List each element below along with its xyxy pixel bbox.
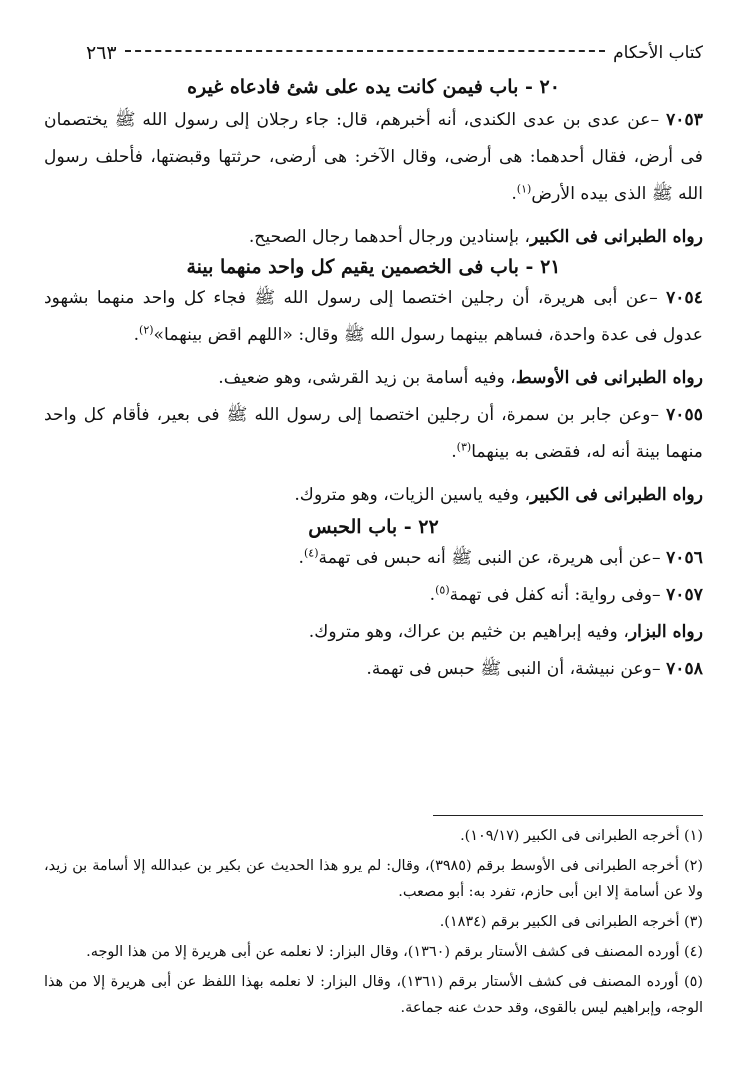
hadith-7058: ٧٠٥٨ –وعن نبيشة، أن النبى ﷺ حبس فى تهمة.	[366, 659, 703, 679]
hadith-7055: ٧٠٥٥ –وعن جابر بن سمرة، أن رجلين اختصما إلى رسول الله ﷺ فى بعير، فأقام كل واحد منهما بينة أنه له، فقضى به بينهما$^{(٣)}$.	[44, 405, 703, 462]
footnote-separator	[433, 815, 703, 816]
source-rest: ، وفيه إبراهيم بن خثيم بن عراك، وهو متروك.	[308, 622, 629, 642]
hadith-end: .	[511, 184, 517, 204]
source-lead: رواه البزار	[628, 622, 703, 642]
hadith-end: .	[298, 548, 304, 568]
main-text	[44, 76, 703, 688]
footnote-4: (٤) أورده المصنف فى كشف الأستار برقم (١٣٦٠)، وقال البزار: لا نعلمه عن أبى هريرة إلا من هذا الوجه.	[86, 944, 703, 960]
hadith-text: وفى رواية: أنه كفل فى تهمة	[449, 585, 652, 605]
hadith-text: عن عدى بن عدى الكندى، أنه أخبرهم، قال: جاء رجلان إلى رسول الله ﷺ يختصمان فى أرض، فقال أحدهما: هى أرضى، وقال الآخر: هى أرضى، حرثتها وقبضتها، فأحلف رسول الله ﷺ الذى بيده الأرض	[44, 110, 703, 204]
hadith-end: .	[429, 585, 436, 605]
page-number: ٢٦٣	[86, 42, 117, 64]
footnote-ref: (٢)	[139, 323, 154, 337]
chapter-heading-22: ٢٢ - باب الحبس	[308, 516, 439, 538]
footnotes	[44, 823, 703, 1025]
chapter-heading-20: ٢٠ - باب فيمن كانت يده على شئ فادعاه غيره	[187, 76, 560, 98]
hadith-number: ٧٠٥٣	[666, 110, 704, 130]
hadith-source	[44, 477, 703, 514]
hadith-number: ٧٠٥٥	[666, 405, 703, 425]
hadith-text: عن أبى هريرة، عن النبى ﷺ أنه حبس فى تهمة	[318, 548, 652, 568]
source-rest: ، وفيه ياسين الزيات، وهو متروك.	[294, 485, 531, 505]
hadith-text: وعن جابر بن سمرة، أن رجلين اختصما إلى رسول الله ﷺ فى بعير، فأقام كل واحد منهما بينة أنه له، فقضى به بينهما	[44, 405, 703, 462]
hadith-7054: ٧٠٥٤ –عن أبى هريرة، أن رجلين اختصما إلى رسول الله ﷺ فجاء كل واحد منهما بشهود عدول فى عدة واحدة، فساهم بينهما رسول الله ﷺ وقال: «اللهم اقض بينهما»$^{(٢)}$.	[44, 288, 703, 345]
hadith-number: ٧٠٥٦	[666, 548, 703, 568]
hadith-7056: ٧٠٥٦ –عن أبى هريرة، عن النبى ﷺ أنه حبس فى تهمة$^{(٤)}$.	[298, 546, 703, 568]
hadith-end: .	[451, 442, 457, 462]
hadith-number: ٧٠٥٤	[666, 288, 703, 308]
chapter-heading-21: ٢١ - باب فى الخصمين يقيم كل واحد منهما بينة	[186, 256, 561, 278]
hadith-7057: ٧٠٥٧ –وفى رواية: أنه كفل فى تهمة$^{(٥)}$.	[429, 583, 703, 605]
hadith-text: عن أبى هريرة، أن رجلين اختصما إلى رسول الله ﷺ فجاء كل واحد منهما بشهود عدول فى عدة واحدة، فساهم بينهما رسول الله ﷺ وقال: «اللهم اقض بينهما»	[44, 288, 703, 345]
hadith-end: .	[366, 659, 372, 679]
footnote-2: (٢) أخرجه الطبرانى فى الأوسط برقم (٣٩٨٥)، وقال: لم يرو هذا الحديث عن بكير بن عبدالله إلا أسامة بن زيد، ولا عن أسامة إلا ابن أبى حازم، تفرد به: أبو مصعب.	[44, 858, 703, 900]
hadith-text: وعن نبيشة، أن النبى ﷺ حبس فى تهمة	[371, 659, 652, 679]
source-lead: رواه الطبرانى فى الكبير	[530, 227, 703, 247]
source-rest: ، وفيه أسامة بن زيد القرشى، وهو ضعيف.	[218, 368, 516, 388]
footnote-5: (٥) أورده المصنف فى كشف الأستار برقم (١٣٦١)، وقال البزار: لا نعلمه بهذا اللفظ عن أبى هريرة إلا من هذا الوجه، وإبراهيم ليس بالقوى، وقد حدث عنه جماعة.	[44, 974, 703, 1016]
footnote-3: (٣) أخرجه الطبرانى فى الكبير برقم (١٨٣٤).	[439, 914, 703, 930]
footnote-ref: (٤)	[304, 546, 319, 560]
footnote-ref: (٥)	[435, 583, 450, 597]
footnote-ref: (١)	[516, 182, 532, 196]
hadith-source	[44, 219, 703, 256]
book-title: كتاب الأحكام	[613, 43, 703, 63]
hadith-number: ٧٠٥٨	[666, 659, 703, 679]
hadith-source	[44, 614, 703, 651]
hadith-7053: ٧٠٥٣ –عن عدى بن عدى الكندى، أنه أخبرهم، قال: جاء رجلان إلى رسول الله ﷺ يختصمان فى أرض، فقال أحدهما: هى أرضى، وقال الآخر: هى أرضى، حرثتها وقبضتها، فأحلف رسول الله ﷺ الذى بيده الأرض$^{(١)}$.	[44, 110, 704, 204]
footnote-1: (١) أخرجه الطبرانى فى الكبير (١٠٩/١٧).	[460, 828, 703, 844]
source-lead: رواه الطبرانى فى الأوسط	[515, 368, 703, 388]
source-lead: رواه الطبرانى فى الكبير	[530, 485, 703, 505]
source-rest: ، بإسنادين ورجال أحدهما رجال الصحيح.	[248, 227, 531, 247]
header-dashed-rule	[125, 50, 606, 52]
hadith-end: .	[133, 325, 140, 345]
hadith-number: ٧٠٥٧	[666, 585, 703, 605]
hadith-source	[44, 360, 703, 397]
running-header	[86, 38, 703, 68]
footnote-ref: (٣)	[456, 440, 472, 454]
